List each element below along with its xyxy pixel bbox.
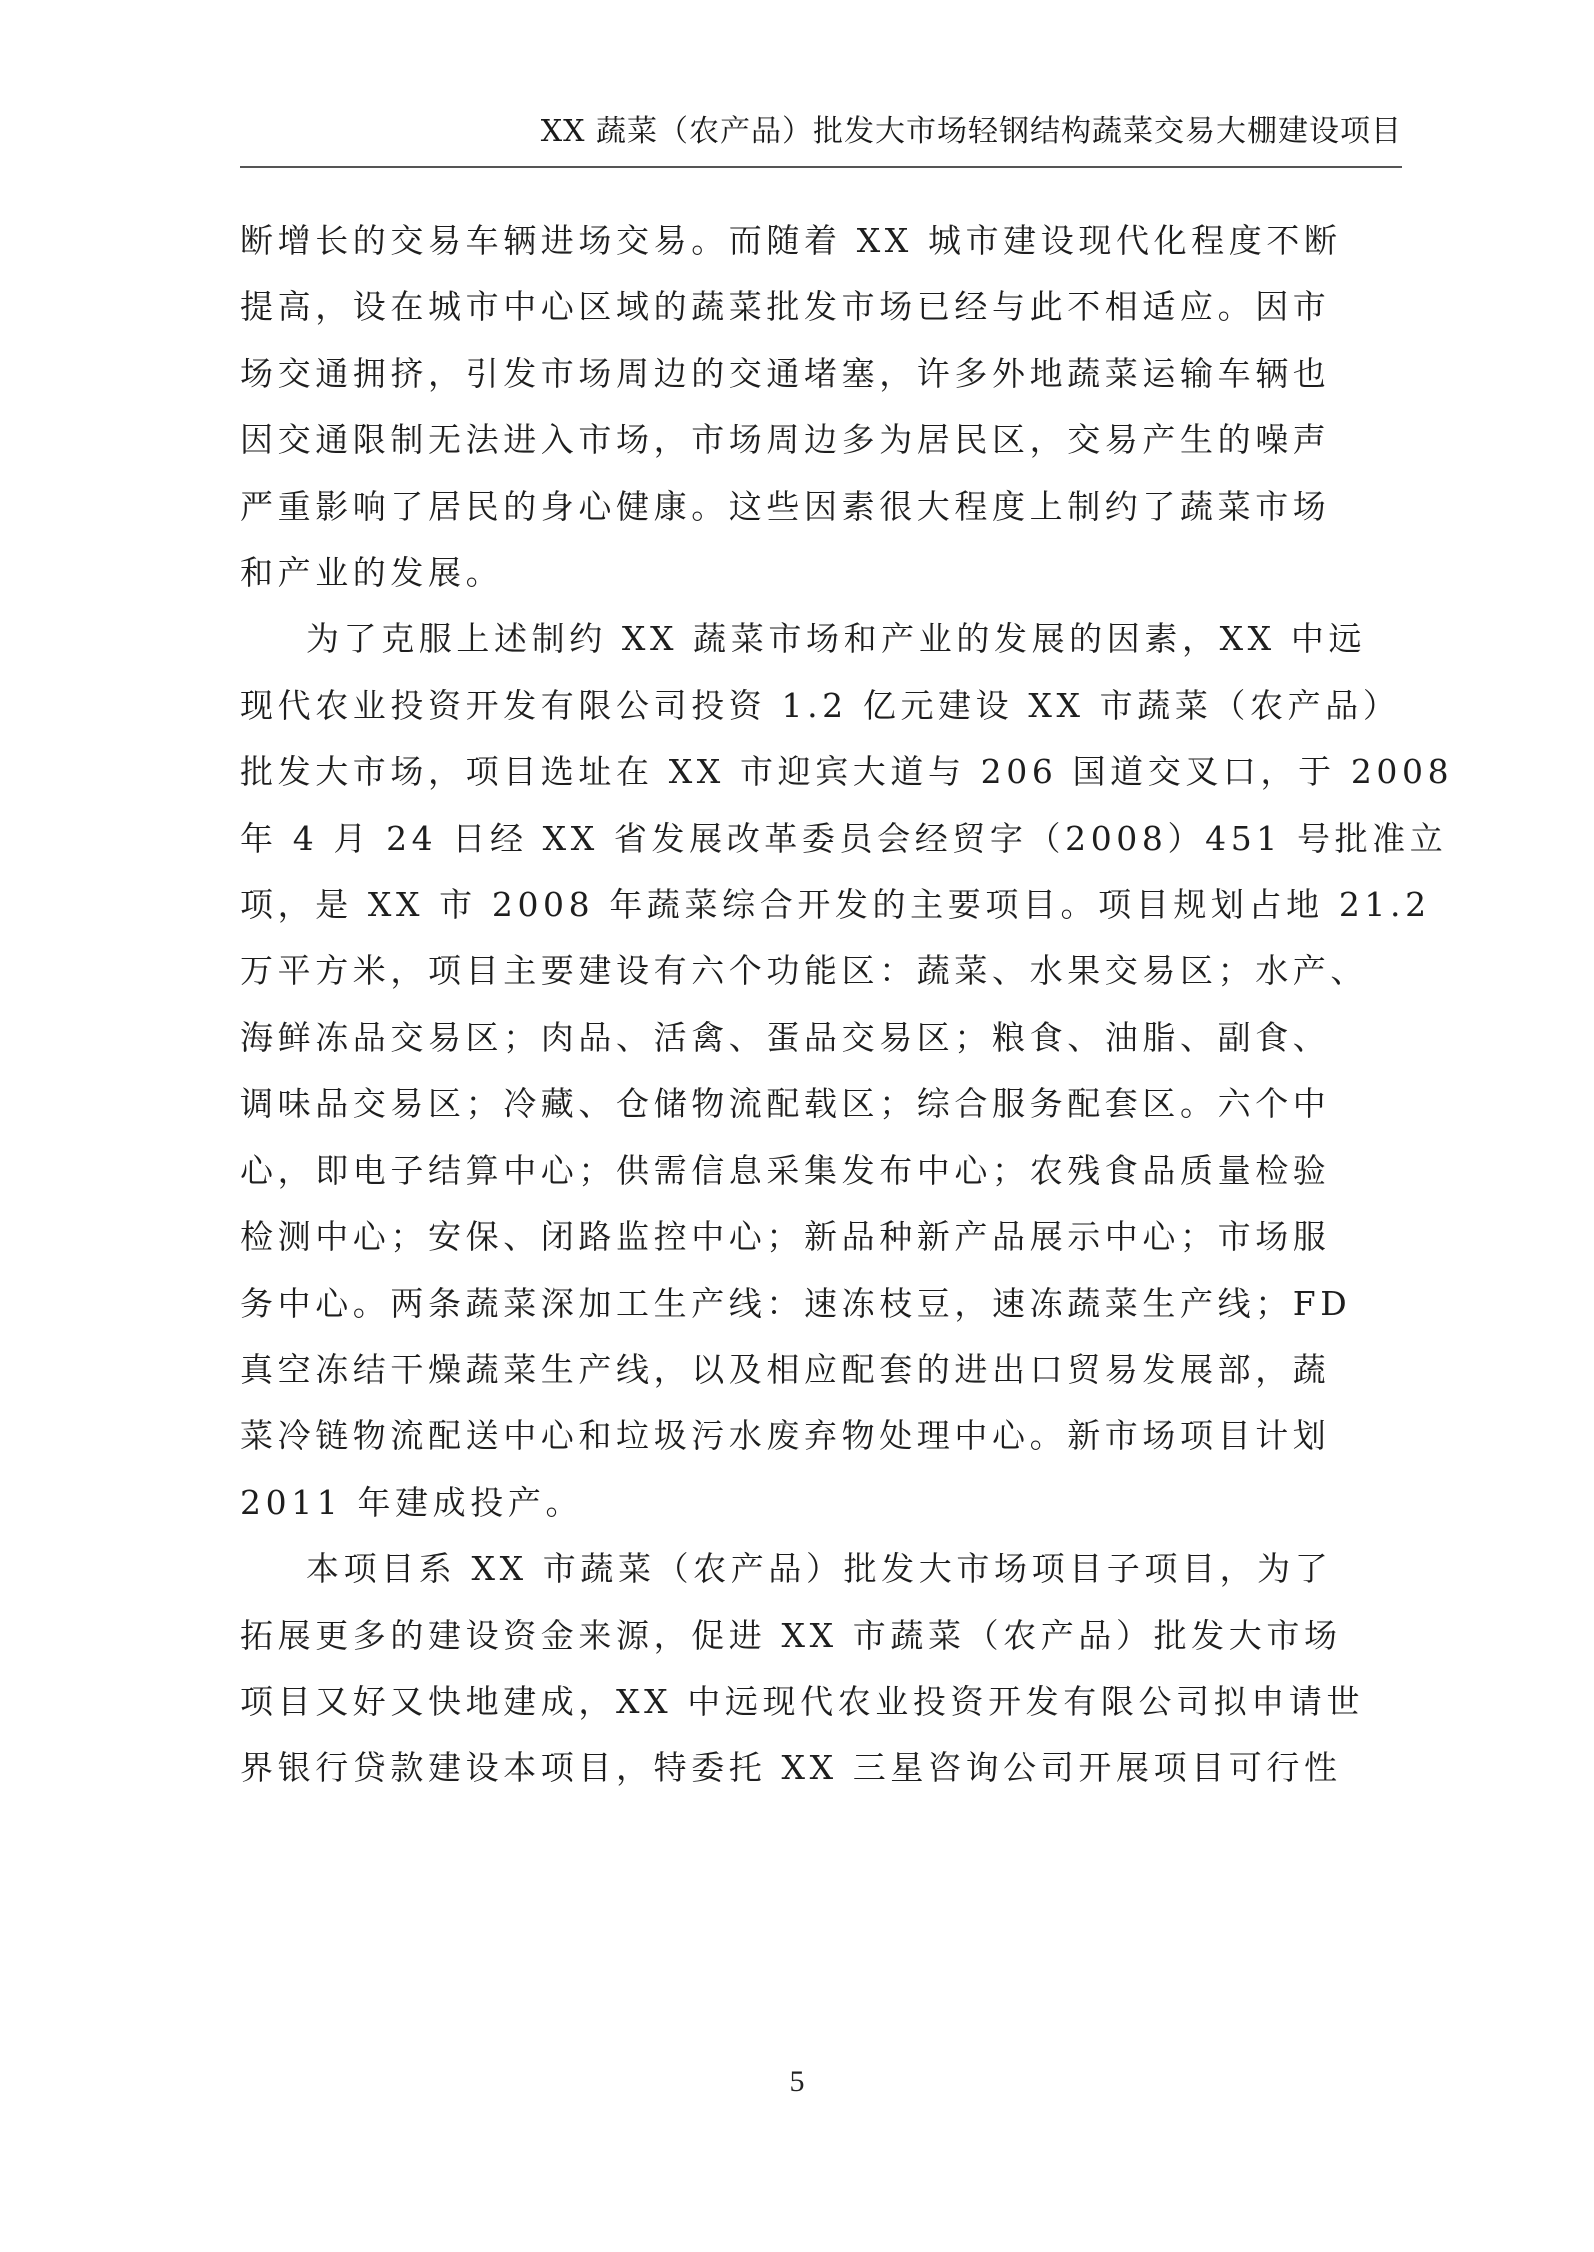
paragraph-3 bbox=[240, 1536, 1382, 1802]
text-line: 检测中心；安保、闭路监控中心；新品种新产品展示中心；市场服 bbox=[240, 1217, 1331, 1257]
text-line: 断增长的交易车辆进场交易。而随着 XX 城市建设现代化程度不断 bbox=[240, 221, 1342, 260]
text-line: 项，是 XX 市 2008 年蔬菜综合开发的主要项目。项目规划占地 21.2 bbox=[240, 885, 1431, 925]
text-line: 严重影响了居民的身心健康。这些因素很大程度上制约了蔬菜市场 bbox=[240, 486, 1331, 526]
running-header: XX 蔬菜（农产品）批发大市场轻钢结构蔬菜交易大棚建设项目 bbox=[540, 114, 1402, 149]
text-line: 菜冷链物流配送中心和垃圾污水废弃物处理中心。新市场项目计划 bbox=[240, 1416, 1331, 1456]
text-line: 万平方米，项目主要建设有六个功能区：蔬菜、水果交易区；水产、 bbox=[240, 951, 1368, 991]
text-line: 本项目系 XX 市蔬菜（农产品）批发大市场项目子项目，为了 bbox=[306, 1549, 1333, 1589]
body-text bbox=[240, 208, 1454, 1802]
paragraph-2 bbox=[240, 606, 1454, 1536]
text-line: 真空冻结干燥蔬菜生产线，以及相应配套的进出口贸易发展部，蔬 bbox=[240, 1349, 1331, 1389]
paragraph-1 bbox=[240, 208, 1382, 606]
text-line: 心，即电子结算中心；供需信息采集发布中心；农残食品质量检验 bbox=[240, 1150, 1331, 1190]
text-line: 务中心。两条蔬菜深加工生产线：速冻枝豆，速冻蔬菜生产线；FD bbox=[240, 1283, 1352, 1323]
text-line: 批发大市场，项目选址在 XX 市迎宾大道与 206 国道交叉口，于 2008 bbox=[240, 752, 1454, 792]
text-line: 年 4 月 24 日经 XX 省发展改革委员会经贸字（2008）451 号批准立 bbox=[240, 818, 1448, 858]
text-line: 项目又好又快地建成，XX 中远现代农业投资开发有限公司拟申请世 bbox=[240, 1681, 1365, 1721]
text-line: 因交通限制无法进入市场，市场周边多为居民区，交易产生的噪声 bbox=[240, 420, 1331, 460]
text-line: 调味品交易区；冷藏、仓储物流配载区；综合服务配套区。六个中 bbox=[240, 1084, 1331, 1124]
text-line: 海鲜冻品交易区；肉品、活禽、蛋品交易区；粮食、油脂、副食、 bbox=[240, 1017, 1331, 1057]
page-number: 5 bbox=[789, 2065, 805, 2098]
text-line: 界银行贷款建设本项目，特委托 XX 三星咨询公司开展项目可行性 bbox=[240, 1748, 1342, 1788]
header-rule bbox=[240, 166, 1402, 168]
text-line: 提高，设在城市中心区域的蔬菜批发市场已经与此不相适应。因市 bbox=[240, 287, 1331, 327]
text-line: 场交通拥挤，引发市场周边的交通堵塞，许多外地蔬菜运输车辆也 bbox=[240, 353, 1331, 393]
text-line: 2011 年建成投产。 bbox=[240, 1482, 584, 1522]
text-line: 和产业的发展。 bbox=[240, 553, 504, 593]
text-line: 拓展更多的建设资金来源，促进 XX 市蔬菜（农产品）批发大市场 bbox=[240, 1615, 1342, 1655]
text-line: 为了克服上述制约 XX 蔬菜市场和产业的发展的因素，XX 中远 bbox=[306, 619, 1367, 659]
text-line: 现代农业投资开发有限公司投资 1.2 亿元建设 XX 市蔬菜（农产品） bbox=[240, 685, 1401, 725]
